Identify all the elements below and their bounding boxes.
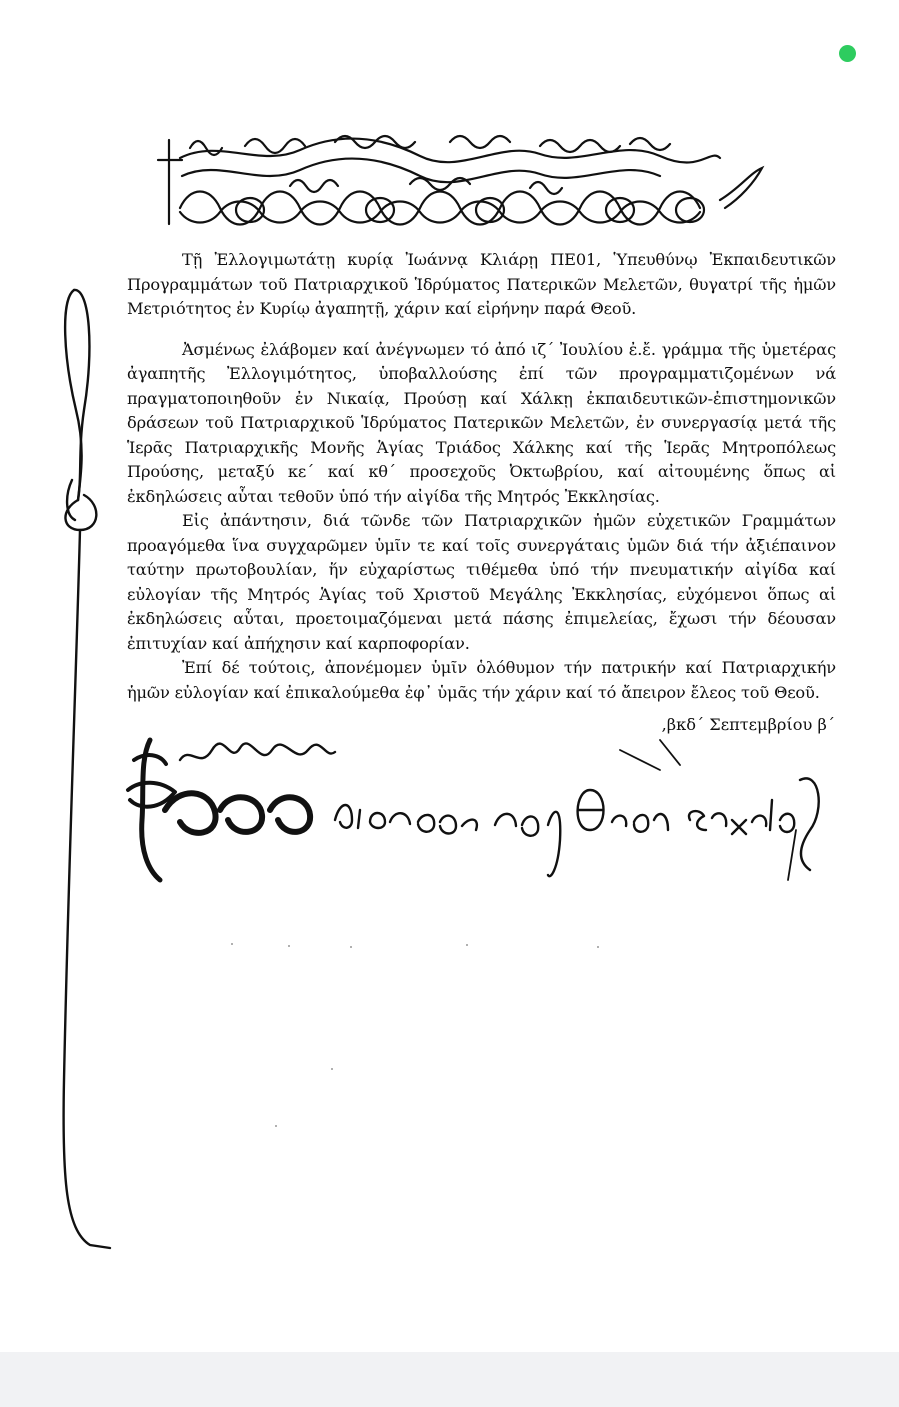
viewer-bottom-bar [0, 1352, 899, 1407]
seal-cord-left [50, 280, 120, 1260]
date-line: ,βκδ΄ Σεπτεμβρίου β΄ [661, 715, 835, 734]
scan-speck [288, 945, 290, 947]
body-paragraph-2: Εἰς ἀπάντησιν, διά τῶνδε τῶν Πατριαρχικῶν ἡμῶν εὐχετικῶν Γραμμάτων προαγόμεθα ἵνα συγχαρῶμεν ὑμῖν τε καί τοῖς συνεργάταις ὑμῶν διά τήν ἀξιέπαινον ταύτην πρωτοβουλίαν, ἥν εὐχαρίστως τιθέμεθα ὑπό τήν πνευματικήν αἰγίδα καί εὐλογίαν τῆς Μητρός Ἁγίας τοῦ Χριστοῦ Μεγάλης Ἐκκλησίας, εὐχόμενοι ὅπως αἱ ἐκδηλώσεις αὗται, προετοιμαζόμεναι μετά πάσης ἐπιμελείας, ἔχωσι τήν δέουσαν ἐπιτυχίαν καί ἀπήχησιν καί καρποφορίαν. [127, 511, 836, 653]
scan-speck [275, 1125, 277, 1127]
address-paragraph: Τῇ Ἐλλογιμωτάτῃ κυρίᾳ Ἰωάννᾳ Κλιάρῃ ΠΕ01, Ὑπευθύνῳ Ἐκπαιδευτικῶν Προγραμμάτων τοῦ Πατριαρχικοῦ Ἱδρύματος Πατερικῶν Μελετῶν, θυγατρί τῆς ἡμῶν Μετριότητος ἐν Κυρίῳ ἀγαπητῇ, χάριν καί εἰρήνην παρά Θεοῦ. [127, 250, 836, 318]
scan-speck [466, 944, 468, 946]
scan-speck [331, 1068, 333, 1070]
patriarchal-monogram-header [150, 128, 770, 233]
patriarch-signature [120, 730, 840, 890]
scan-speck [231, 943, 233, 945]
body-paragraph-3: Ἐπί δέ τούτοις, ἀπονέμομεν ὑμῖν ὁλόθυμον τήν πατρικήν καί Πατριαρχικήν ἡμῶν εὐλογίαν καί ἐπικαλούμεθα ἐφ᾿ ὑμᾶς τήν χάριν καί τό ἄπειρον ἔλεος τοῦ Θεοῦ. [127, 658, 836, 702]
status-indicator [839, 45, 856, 62]
body-paragraph-1: Ἀσμένως ἐλάβομεν καί ἀνέγνωμεν τό ἀπό ιζ΄ Ἰουλίου ἐ.ἔ. γράμμα τῆς ὑμετέρας ἀγαπητῆς Ἐλλογιμότητος, ὑποβαλλούσης ἐπί τῶν προγραμματιζομένων νά πραγματοποιηθοῦν ἐν Νικαίᾳ, Προύσῃ καί Χάλκῃ ἐκπαιδευτικῶν-ἐπιστημονικῶν δράσεων τοῦ Πατριαρχικοῦ Ἱδρύματος Πατερικῶν Μελετῶν, ἐν συνεργασίᾳ μετά τῆς Ἱερᾶς Πατριαρχικῆς Μονῆς Ἁγίας Τριάδος Χάλκης καί τῆς Ἱερᾶς Μητροπόλεως Προύσης, μεταξύ κε΄ καί κθ΄ προσεχοῦς Ὀκτωβρίου, καί αἰτουμένης ὅπως αἱ ἐκδηλώσεις αὗται τεθοῦν ὑπό τήν αἰγίδα τῆς Μητρός Ἐκκλησίας. [127, 339, 836, 506]
scan-speck [350, 946, 352, 948]
scan-speck [597, 946, 599, 948]
letter-body [127, 248, 836, 705]
